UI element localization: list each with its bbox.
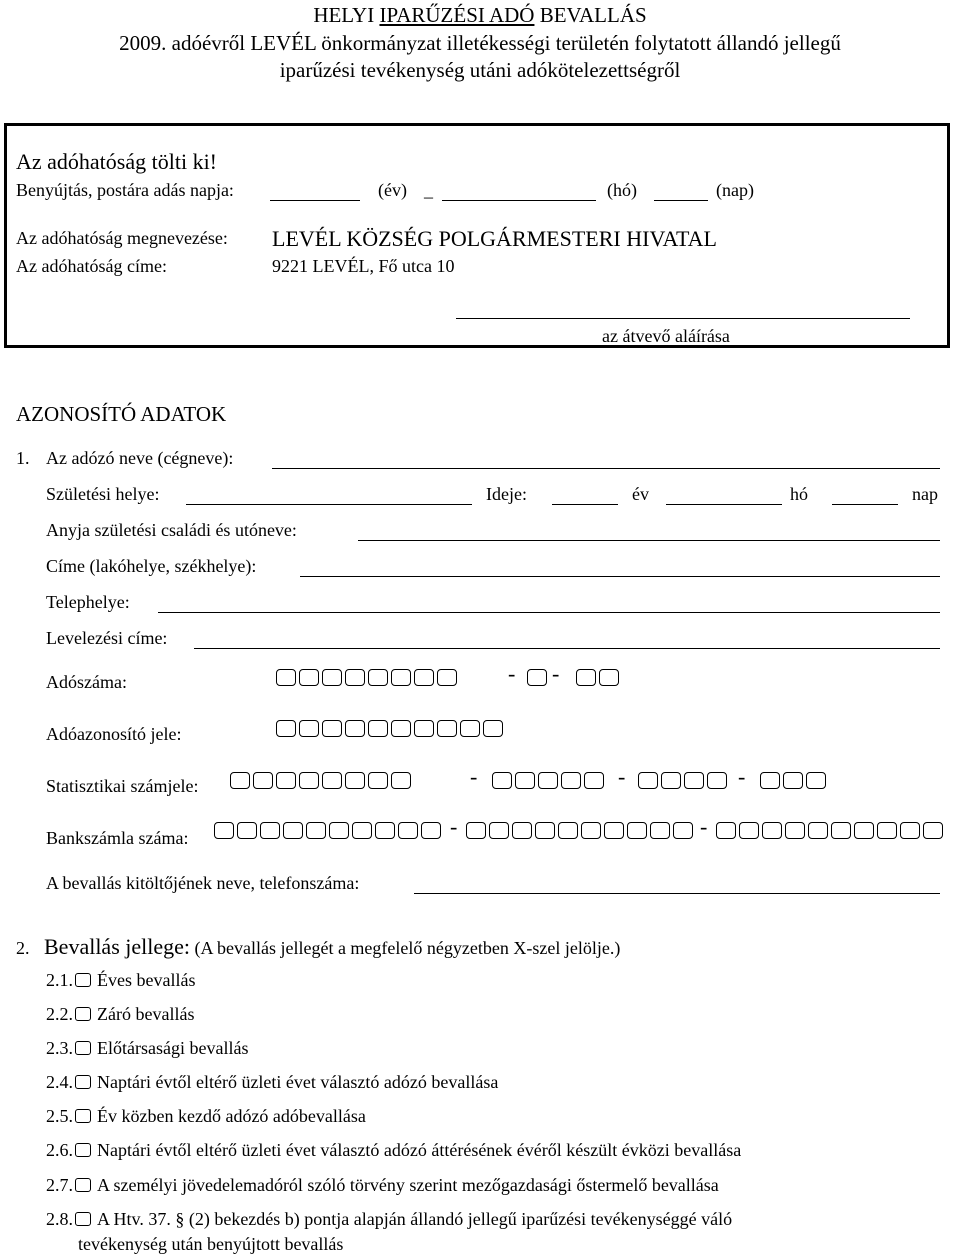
- address-field[interactable]: [300, 576, 940, 577]
- digit-cell[interactable]: [391, 720, 411, 737]
- submission-date-label: Benyújtás, postára adás napja:: [16, 180, 234, 200]
- mail-address-field[interactable]: [194, 648, 940, 649]
- separator-dash: -: [508, 661, 516, 686]
- digit-cell[interactable]: [661, 772, 681, 789]
- separator-dash: -: [738, 764, 746, 789]
- digit-cell[interactable]: [437, 669, 457, 686]
- stat-number-label: Statisztikai számjele:: [46, 776, 199, 796]
- option-checkbox[interactable]: [75, 1143, 91, 1157]
- option-label: A Htv. 37. § (2) bekezdés b) pontja alapján állandó jellegű iparűzési tevékenységgé váló: [97, 1209, 733, 1229]
- digit-cell[interactable]: [391, 669, 411, 686]
- digit-cell[interactable]: [306, 822, 326, 839]
- section-1-number: 1.: [16, 448, 30, 468]
- digit-cell[interactable]: [650, 822, 670, 839]
- option-label: Év közben kezdő adózó adóbevallása: [97, 1106, 366, 1126]
- digit-cell[interactable]: [558, 822, 578, 839]
- digit-cell[interactable]: [437, 720, 457, 737]
- nature-option-7: [46, 1175, 719, 1196]
- option-number: 2.7.: [46, 1175, 73, 1195]
- digit-cell[interactable]: [584, 772, 604, 789]
- option-label: Naptári évtől eltérő üzleti évet választó adózó bevallása: [97, 1072, 499, 1092]
- option-label: A személyi jövedelemadóról szóló törvény szerint mezőgazdasági őstermelő bevallása: [97, 1175, 719, 1195]
- receiver-signature-line[interactable]: [456, 318, 910, 319]
- submission-year-field[interactable]: [270, 200, 360, 201]
- digit-cell[interactable]: [806, 772, 826, 789]
- authority-address-label: Az adóhatóság címe:: [16, 256, 167, 276]
- digit-cell[interactable]: [716, 822, 736, 839]
- digit-cell[interactable]: [391, 772, 411, 789]
- digit-cell[interactable]: [538, 772, 558, 789]
- option-number: 2.1.: [46, 970, 73, 990]
- digit-cell[interactable]: [492, 772, 512, 789]
- underscore-mark: _: [424, 180, 433, 200]
- digit-cell[interactable]: [230, 772, 250, 789]
- separator-dash: -: [552, 661, 560, 686]
- digit-cell[interactable]: [877, 822, 897, 839]
- digit-cell[interactable]: [707, 772, 727, 789]
- tax-number-label: Adószáma:: [46, 672, 127, 692]
- authority-address-value: 9221 LEVÉL, Fő utca 10: [272, 256, 455, 276]
- title-part-underlined: IPARŰZÉSI ADÓ: [379, 3, 535, 27]
- digit-cell[interactable]: [527, 669, 547, 686]
- section-2-number: 2.: [16, 938, 30, 958]
- birth-day-label: nap: [912, 484, 938, 504]
- option-number: 2.4.: [46, 1072, 73, 1092]
- birth-month-field[interactable]: [666, 504, 782, 505]
- birth-year-label: év: [632, 484, 649, 504]
- option-checkbox[interactable]: [75, 1075, 91, 1089]
- digit-cell[interactable]: [460, 720, 480, 737]
- digit-cell[interactable]: [831, 822, 851, 839]
- form-subtitle-1: 2009. adóévről LEVÉL önkormányzat illetékességi területén folytatott állandó jellegű: [119, 31, 841, 55]
- digit-cell[interactable]: [785, 822, 805, 839]
- digit-cell[interactable]: [276, 720, 296, 737]
- digit-cell[interactable]: [214, 822, 234, 839]
- mother-name-field[interactable]: [358, 540, 940, 541]
- digit-cell[interactable]: [322, 669, 342, 686]
- nature-option-4: [46, 1072, 498, 1093]
- digit-cell[interactable]: [760, 772, 780, 789]
- digit-cell[interactable]: [673, 822, 693, 839]
- option-number: 2.3.: [46, 1038, 73, 1058]
- digit-cell[interactable]: [604, 822, 624, 839]
- form-subtitle-2: iparűzési tevékenység utáni adókötelezettségről: [279, 58, 681, 82]
- digit-cell[interactable]: [627, 822, 647, 839]
- option-number: 2.8.: [46, 1209, 73, 1229]
- option-number: 2.6.: [46, 1140, 73, 1160]
- digit-cell[interactable]: [414, 720, 434, 737]
- digit-cell[interactable]: [854, 822, 874, 839]
- nature-option-8: [46, 1209, 732, 1230]
- digit-cell[interactable]: [352, 822, 372, 839]
- digit-cell[interactable]: [283, 822, 303, 839]
- bank-account-label: Bankszámla száma:: [46, 828, 189, 848]
- filler-label: A bevallás kitöltőjének neve, telefonszáma:: [46, 873, 360, 893]
- digit-cell[interactable]: [375, 822, 395, 839]
- option-number: 2.2.: [46, 1004, 73, 1024]
- site-field[interactable]: [158, 612, 940, 613]
- digit-cell[interactable]: [783, 772, 803, 789]
- option-label: Éves bevallás: [97, 970, 196, 990]
- mother-name-label: Anyja születési családi és utóneve:: [46, 520, 297, 540]
- digit-cell[interactable]: [414, 669, 434, 686]
- digit-cell[interactable]: [253, 772, 273, 789]
- digit-cell[interactable]: [299, 772, 319, 789]
- authority-name-label: Az adóhatóság megnevezése:: [16, 228, 228, 248]
- section-2-title: Bevallás jellege:: [44, 934, 190, 959]
- digit-cell[interactable]: [322, 772, 342, 789]
- digit-cell[interactable]: [483, 720, 503, 737]
- option-label: Előtársasági bevallás: [97, 1038, 249, 1058]
- digit-cell[interactable]: [762, 822, 782, 839]
- digit-cell[interactable]: [368, 669, 388, 686]
- digit-cell[interactable]: [276, 669, 296, 686]
- mail-address-label: Levelezési címe:: [46, 628, 168, 648]
- day-label: (nap): [716, 180, 754, 200]
- digit-cell[interactable]: [923, 822, 943, 839]
- digit-cell[interactable]: [368, 772, 388, 789]
- receiver-signature-label: az átvevő aláírása: [602, 326, 730, 346]
- digit-cell[interactable]: [599, 669, 619, 686]
- taxpayer-name-field[interactable]: [272, 468, 940, 469]
- digit-cell[interactable]: [638, 772, 658, 789]
- digit-cell[interactable]: [237, 822, 257, 839]
- separator-dash: -: [450, 814, 458, 839]
- digit-cell[interactable]: [535, 822, 555, 839]
- digit-cell[interactable]: [322, 720, 342, 737]
- option-checkbox[interactable]: [75, 1041, 91, 1055]
- birth-place-label: Születési helye:: [46, 484, 160, 504]
- digit-cell[interactable]: [466, 822, 486, 839]
- authority-name-value: LEVÉL KÖZSÉG POLGÁRMESTERI HIVATAL: [272, 226, 717, 251]
- option-8-continuation: tevékenység után benyújtott bevallás: [78, 1234, 344, 1254]
- digit-cell[interactable]: [515, 772, 535, 789]
- separator-dash: -: [700, 814, 708, 839]
- digit-cell[interactable]: [808, 822, 828, 839]
- authority-fill-note: Az adóhatóság tölti ki!: [16, 149, 218, 174]
- separator-dash: -: [618, 764, 626, 789]
- digit-cell[interactable]: [345, 669, 365, 686]
- filler-field[interactable]: [414, 893, 940, 894]
- digit-cell[interactable]: [260, 822, 280, 839]
- digit-cell[interactable]: [581, 822, 601, 839]
- section-1-title: AZONOSÍTÓ ADATOK: [16, 402, 227, 426]
- nature-option-3: [46, 1038, 248, 1059]
- digit-cell[interactable]: [276, 772, 296, 789]
- digit-cell[interactable]: [900, 822, 920, 839]
- birth-month-label: hó: [790, 484, 808, 504]
- digit-cell[interactable]: [576, 669, 596, 686]
- nature-option-6: [46, 1140, 741, 1161]
- submission-month-field[interactable]: [442, 200, 596, 201]
- birth-place-field[interactable]: [186, 504, 472, 505]
- digit-cell[interactable]: [561, 772, 581, 789]
- option-label: Záró bevallás: [97, 1004, 195, 1024]
- birth-year-field[interactable]: [552, 504, 618, 505]
- form-title: [0, 2, 960, 28]
- section-2-instruction: (A bevallás jellegét a megfelelő négyzetben X-szel jelölje.): [194, 938, 621, 958]
- option-checkbox[interactable]: [75, 1109, 91, 1123]
- address-label: Címe (lakóhelye, székhelye):: [46, 556, 257, 576]
- separator-dash: -: [470, 764, 478, 789]
- nature-option-5: [46, 1106, 366, 1127]
- taxpayer-name-label: Az adózó neve (cégneve):: [46, 448, 234, 468]
- digit-cell[interactable]: [684, 772, 704, 789]
- option-checkbox[interactable]: [75, 1212, 91, 1226]
- year-label: (év): [378, 180, 407, 200]
- nature-option-1: [46, 970, 195, 991]
- tax-id-label: Adóazonosító jele:: [46, 724, 182, 744]
- option-checkbox[interactable]: [75, 1178, 91, 1192]
- digit-cell[interactable]: [421, 822, 441, 839]
- month-label: (hó): [607, 180, 637, 200]
- site-label: Telephelye:: [46, 592, 130, 612]
- submission-day-field[interactable]: [654, 200, 708, 201]
- digit-cell[interactable]: [345, 720, 365, 737]
- digit-cell[interactable]: [299, 720, 319, 737]
- option-checkbox[interactable]: [75, 973, 91, 987]
- option-label: Naptári évtől eltérő üzleti évet választó adózó áttérésének évéről készült évközi bevallása: [97, 1140, 742, 1160]
- digit-cell[interactable]: [299, 669, 319, 686]
- title-part-1: HELYI: [313, 3, 380, 27]
- digit-cell[interactable]: [329, 822, 349, 839]
- digit-cell[interactable]: [489, 822, 509, 839]
- digit-cell[interactable]: [398, 822, 418, 839]
- digit-cell[interactable]: [345, 772, 365, 789]
- digit-cell[interactable]: [739, 822, 759, 839]
- birth-date-label: Ideje:: [486, 484, 527, 504]
- section-2-heading: [16, 934, 620, 960]
- digit-cell[interactable]: [368, 720, 388, 737]
- title-part-3: BEVALLÁS: [534, 3, 647, 27]
- option-number: 2.5.: [46, 1106, 73, 1126]
- nature-option-2: [46, 1004, 194, 1025]
- digit-cell[interactable]: [512, 822, 532, 839]
- birth-day-field[interactable]: [832, 504, 898, 505]
- option-checkbox[interactable]: [75, 1007, 91, 1021]
